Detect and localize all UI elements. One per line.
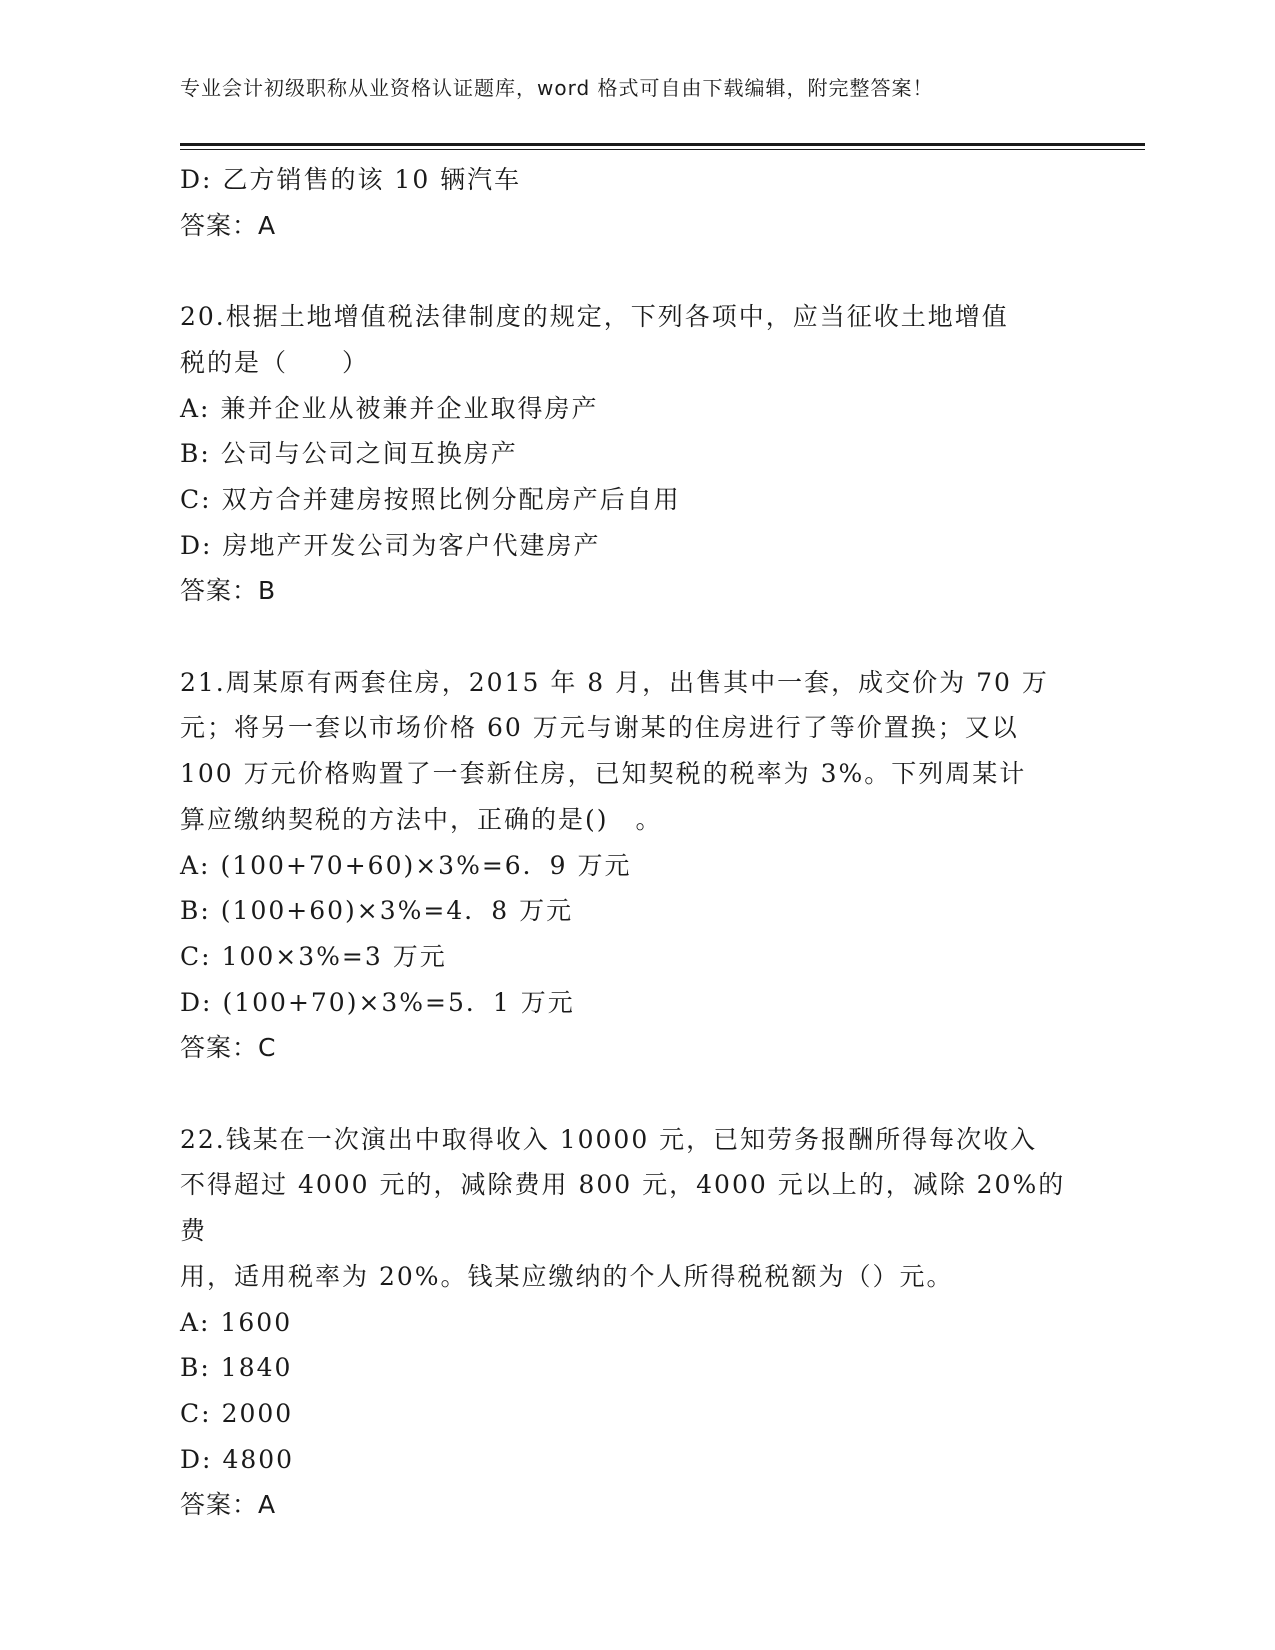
question-21 bbox=[180, 660, 1080, 1071]
option-text: 4800 bbox=[222, 1444, 295, 1474]
option-a bbox=[180, 843, 1080, 889]
prev-answer: 答案：A bbox=[180, 210, 277, 240]
option-text: 100×3%=3 万元 bbox=[221, 941, 447, 971]
answer: 答案：B bbox=[180, 576, 277, 606]
option-c bbox=[180, 934, 1080, 980]
option-key: B: bbox=[180, 896, 211, 926]
option-text: (100+70)×3%=5．1 万元 bbox=[222, 987, 575, 1017]
question-stem-line: 不得超过 4000 元的，减除费用 800 元，4000 元以上的，减除 20%的费 bbox=[180, 1170, 1066, 1246]
option-b bbox=[180, 431, 1080, 477]
option-d bbox=[180, 523, 1080, 569]
option-text: 房地产开发公司为客户代建房产 bbox=[222, 530, 601, 560]
option-key: A: bbox=[180, 1307, 211, 1337]
option-key: D: bbox=[180, 987, 213, 1017]
option-a bbox=[180, 386, 1080, 432]
question-stem-line: 算应缴纳契税的方法中，正确的是() 。 bbox=[180, 804, 663, 834]
option-key: D: bbox=[180, 165, 213, 194]
question-20 bbox=[180, 294, 1080, 614]
option-key: B: bbox=[180, 1353, 211, 1383]
option-text: 乙方销售的该 10 辆汽车 bbox=[222, 165, 522, 194]
option-key: A: bbox=[180, 393, 211, 423]
option-key: D: bbox=[180, 530, 213, 560]
question-stem-line: 22.钱某在一次演出中取得收入 10000 元，已知劳务报酬所得每次收入 bbox=[180, 1124, 1038, 1154]
question-stem-line: 20.根据土地增值税法律制度的规定，下列各项中，应当征收土地增值 bbox=[180, 302, 1009, 332]
option-text: 1600 bbox=[220, 1307, 293, 1337]
option-key: A: bbox=[180, 850, 211, 880]
option-text: 公司与公司之间互换房产 bbox=[220, 439, 518, 469]
option-key: B: bbox=[180, 439, 211, 469]
header-rule-thick bbox=[180, 143, 1145, 146]
option-b bbox=[180, 888, 1080, 934]
question-stem-line: 21.周某原有两套住房，2015 年 8 月，出售其中一套，成交价为 70 万 bbox=[180, 667, 1049, 697]
spacer bbox=[180, 614, 1080, 660]
option-d bbox=[180, 980, 1080, 1026]
question-22 bbox=[180, 1117, 1080, 1528]
option-text: 1840 bbox=[220, 1353, 293, 1383]
header-rule-thin bbox=[180, 149, 1145, 150]
prev-option-d bbox=[180, 157, 1080, 203]
option-key: C: bbox=[180, 1398, 212, 1428]
question-stem-line: 元；将另一套以市场价格 60 万元与谢某的住房进行了等价置换；又以 bbox=[180, 713, 1019, 743]
option-text: (100+60)×3%=4．8 万元 bbox=[220, 896, 574, 926]
spacer bbox=[180, 248, 1080, 294]
option-text: 兼并企业从被兼并企业取得房产 bbox=[220, 393, 599, 423]
answer: 答案：C bbox=[180, 1033, 277, 1063]
question-stem-line: 税的是（ ） bbox=[180, 347, 370, 377]
question-stem-line: 用，适用税率为 20%。钱某应缴纳的个人所得税税额为（）元。 bbox=[180, 1261, 954, 1291]
option-text: (100+70+60)×3%=6．9 万元 bbox=[220, 850, 632, 880]
option-c bbox=[180, 477, 1080, 523]
option-d bbox=[180, 1437, 1080, 1483]
page-header: 专业会计初级职称从业资格认证题库，word 格式可自由下载编辑，附完整答案！ bbox=[180, 76, 934, 100]
spacer bbox=[180, 1071, 1080, 1117]
option-text: 2000 bbox=[221, 1398, 294, 1428]
question-stem-line: 100 万元价格购置了一套新住房，已知契税的税率为 3%。下列周某计 bbox=[180, 759, 1027, 789]
option-text: 双方合并建房按照比例分配房产后自用 bbox=[221, 484, 681, 514]
option-key: C: bbox=[180, 484, 212, 514]
question-content bbox=[180, 157, 1080, 1528]
option-key: C: bbox=[180, 941, 212, 971]
answer: 答案：A bbox=[180, 1490, 277, 1520]
option-a bbox=[180, 1300, 1080, 1346]
option-key: D: bbox=[180, 1444, 213, 1474]
option-b bbox=[180, 1345, 1080, 1391]
option-c bbox=[180, 1391, 1080, 1437]
